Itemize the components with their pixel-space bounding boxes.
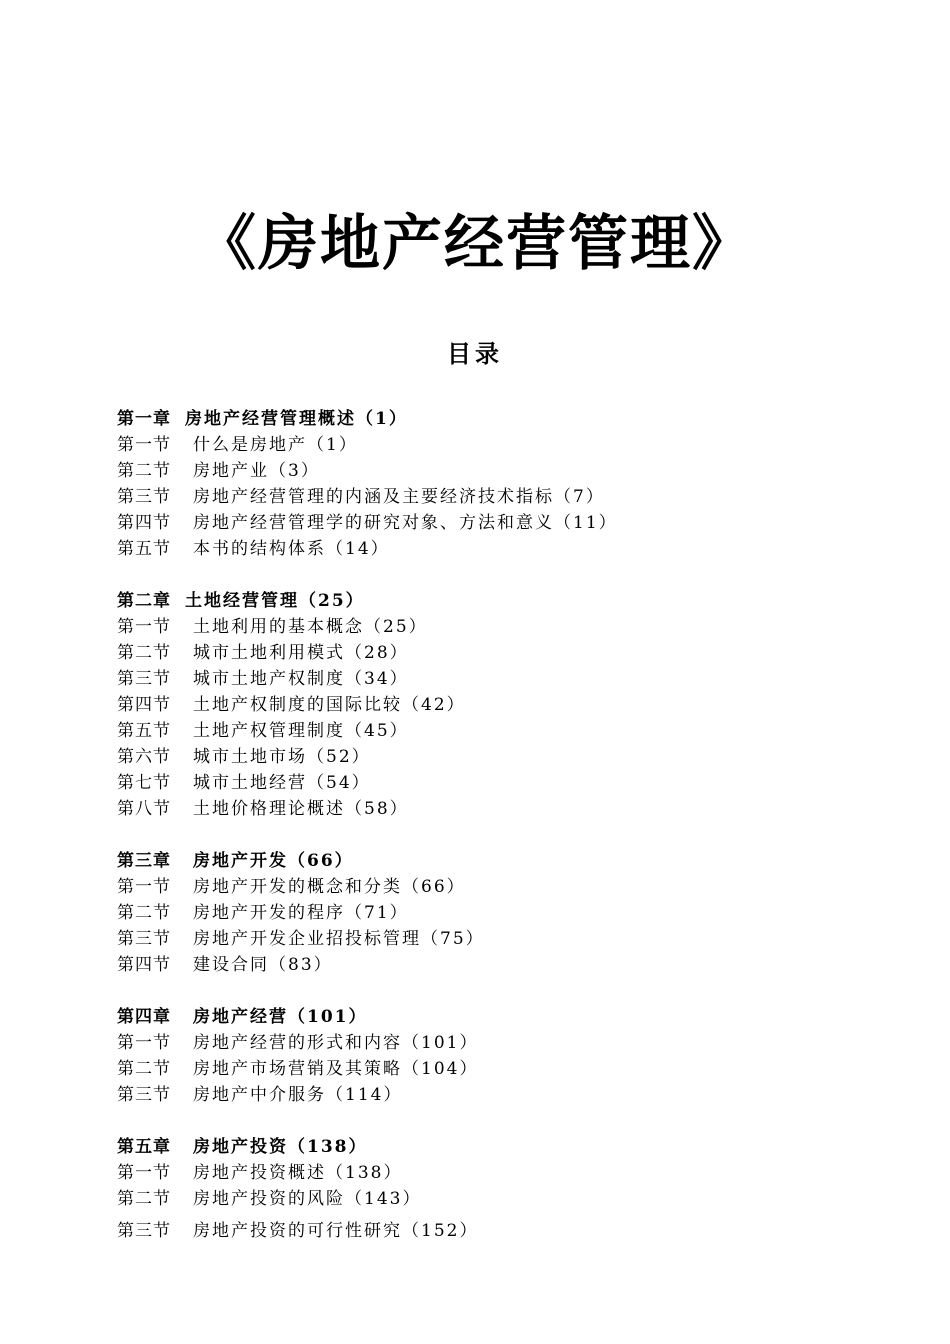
toc-section[interactable] xyxy=(117,1056,897,1082)
toc-section[interactable] xyxy=(117,510,897,536)
section-page: （14） xyxy=(326,539,390,559)
toc-chapter-title[interactable] xyxy=(117,848,897,874)
section-page: （101） xyxy=(402,1033,479,1053)
section-number: 第二节 xyxy=(117,461,171,481)
chapter-page: （138） xyxy=(288,1137,368,1157)
toc-section[interactable] xyxy=(117,926,897,952)
section-name: 房地产开发企业招投标管理 xyxy=(193,929,421,949)
section-number: 第五节 xyxy=(117,721,171,741)
section-number: 第一节 xyxy=(117,1163,171,1183)
chapter-page: （101） xyxy=(288,1007,368,1027)
section-name: 什么是房地产 xyxy=(193,435,307,455)
toc-chapter xyxy=(117,406,897,562)
section-name: 本书的结构体系 xyxy=(193,539,326,559)
section-number: 第四节 xyxy=(117,513,171,533)
section-page: （66） xyxy=(402,877,466,897)
toc-section[interactable] xyxy=(117,1186,897,1212)
toc-chapter xyxy=(117,588,897,822)
section-page: （28） xyxy=(345,643,409,663)
section-number: 第三节 xyxy=(117,1221,171,1241)
chapter-page: （25） xyxy=(299,591,365,611)
chapter-name: 房地产经营 xyxy=(193,1007,288,1027)
section-page: （11） xyxy=(554,513,618,533)
toc-chapter-title[interactable] xyxy=(117,1134,897,1160)
section-number: 第六节 xyxy=(117,747,171,767)
toc-chapter-title[interactable] xyxy=(117,588,897,614)
toc-chapter xyxy=(117,1004,897,1108)
section-number: 第二节 xyxy=(117,1189,171,1209)
section-name: 土地产权制度的国际比较 xyxy=(193,695,402,715)
toc-section[interactable] xyxy=(117,614,897,640)
chapter-number: 第五章 xyxy=(117,1137,171,1157)
toc-section[interactable] xyxy=(117,1160,897,1186)
section-number: 第三节 xyxy=(117,1085,171,1105)
section-page: （52） xyxy=(307,747,371,767)
section-name: 城市土地经营 xyxy=(193,773,307,793)
section-name: 土地产权管理制度 xyxy=(193,721,345,741)
section-number: 第五节 xyxy=(117,539,171,559)
chapter-number: 第四章 xyxy=(117,1007,171,1027)
toc-section[interactable] xyxy=(117,484,897,510)
section-name: 房地产开发的概念和分类 xyxy=(193,877,402,897)
section-number: 第三节 xyxy=(117,487,171,507)
section-name: 房地产业 xyxy=(193,461,269,481)
section-page: （114） xyxy=(326,1085,403,1105)
toc-chapter xyxy=(117,1134,897,1244)
section-page: （58） xyxy=(345,799,409,819)
toc-section[interactable] xyxy=(117,458,897,484)
section-number: 第四节 xyxy=(117,955,171,975)
section-page: （138） xyxy=(326,1163,403,1183)
chapter-name: 土地经营管理 xyxy=(185,591,299,611)
toc-section[interactable] xyxy=(117,874,897,900)
section-page: （54） xyxy=(307,773,371,793)
toc-section[interactable] xyxy=(117,796,897,822)
chapter-number: 第三章 xyxy=(117,851,171,871)
section-number: 第四节 xyxy=(117,695,171,715)
toc-section[interactable] xyxy=(117,744,897,770)
toc-section[interactable] xyxy=(117,432,897,458)
section-page: （71） xyxy=(345,903,409,923)
section-name: 房地产市场营销及其策略 xyxy=(193,1059,402,1079)
section-page: （83） xyxy=(269,955,333,975)
section-name: 城市土地产权制度 xyxy=(193,669,345,689)
section-number: 第一节 xyxy=(117,1033,171,1053)
chapter-name: 房地产投资 xyxy=(193,1137,288,1157)
section-name: 建设合同 xyxy=(193,955,269,975)
section-page: （25） xyxy=(364,617,428,637)
section-page: （143） xyxy=(345,1189,422,1209)
section-name: 房地产经营管理的内涵及主要经济技术指标 xyxy=(193,487,554,507)
toc-chapter-title[interactable] xyxy=(117,1004,897,1030)
section-name: 房地产中介服务 xyxy=(193,1085,326,1105)
chapter-name: 房地产经营管理概述 xyxy=(185,409,356,429)
section-name: 房地产投资的可行性研究 xyxy=(193,1221,402,1241)
toc-section[interactable] xyxy=(117,900,897,926)
section-number: 第三节 xyxy=(117,669,171,689)
toc-heading: 目录 xyxy=(447,339,503,368)
section-name: 房地产经营的形式和内容 xyxy=(193,1033,402,1053)
toc-section[interactable] xyxy=(117,718,897,744)
document-title: 《房地产经营管理》 xyxy=(196,209,754,279)
section-page: （1） xyxy=(307,435,358,455)
toc-section[interactable] xyxy=(117,666,897,692)
toc-section[interactable] xyxy=(117,536,897,562)
section-number: 第七节 xyxy=(117,773,171,793)
section-page: （152） xyxy=(402,1221,479,1241)
section-number: 第二节 xyxy=(117,903,171,923)
section-number: 第一节 xyxy=(117,617,171,637)
section-name: 房地产开发的程序 xyxy=(193,903,345,923)
section-page: （75） xyxy=(421,929,485,949)
section-page: （3） xyxy=(269,461,320,481)
toc-section[interactable] xyxy=(117,692,897,718)
section-page: （7） xyxy=(554,487,605,507)
toc-section[interactable] xyxy=(117,1082,897,1108)
chapter-number: 第一章 xyxy=(117,409,171,429)
section-name: 城市土地市场 xyxy=(193,747,307,767)
chapter-page: （66） xyxy=(288,851,354,871)
toc-section[interactable] xyxy=(117,1218,897,1244)
section-name: 土地利用的基本概念 xyxy=(193,617,364,637)
toc-section[interactable] xyxy=(117,952,897,978)
section-name: 房地产经营管理学的研究对象、方法和意义 xyxy=(193,513,554,533)
chapter-number: 第二章 xyxy=(117,591,171,611)
toc-section[interactable] xyxy=(117,1030,897,1056)
section-number: 第八节 xyxy=(117,799,171,819)
section-page: （34） xyxy=(345,669,409,689)
section-page: （104） xyxy=(402,1059,479,1079)
toc-chapter xyxy=(117,848,897,978)
section-name: 城市土地利用模式 xyxy=(193,643,345,663)
toc-section[interactable] xyxy=(117,770,897,796)
section-number: 第三节 xyxy=(117,929,171,949)
section-name: 房地产投资的风险 xyxy=(193,1189,345,1209)
section-page: （45） xyxy=(345,721,409,741)
section-name: 房地产投资概述 xyxy=(193,1163,326,1183)
section-number: 第二节 xyxy=(117,643,171,663)
toc-section[interactable] xyxy=(117,640,897,666)
chapter-name: 房地产开发 xyxy=(193,851,288,871)
chapter-page: （1） xyxy=(356,409,408,429)
toc-chapter-title[interactable] xyxy=(117,406,897,432)
table-of-contents xyxy=(117,406,897,1270)
section-number: 第一节 xyxy=(117,435,171,455)
section-name: 土地价格理论概述 xyxy=(193,799,345,819)
section-page: （42） xyxy=(402,695,466,715)
section-number: 第一节 xyxy=(117,877,171,897)
section-number: 第二节 xyxy=(117,1059,171,1079)
